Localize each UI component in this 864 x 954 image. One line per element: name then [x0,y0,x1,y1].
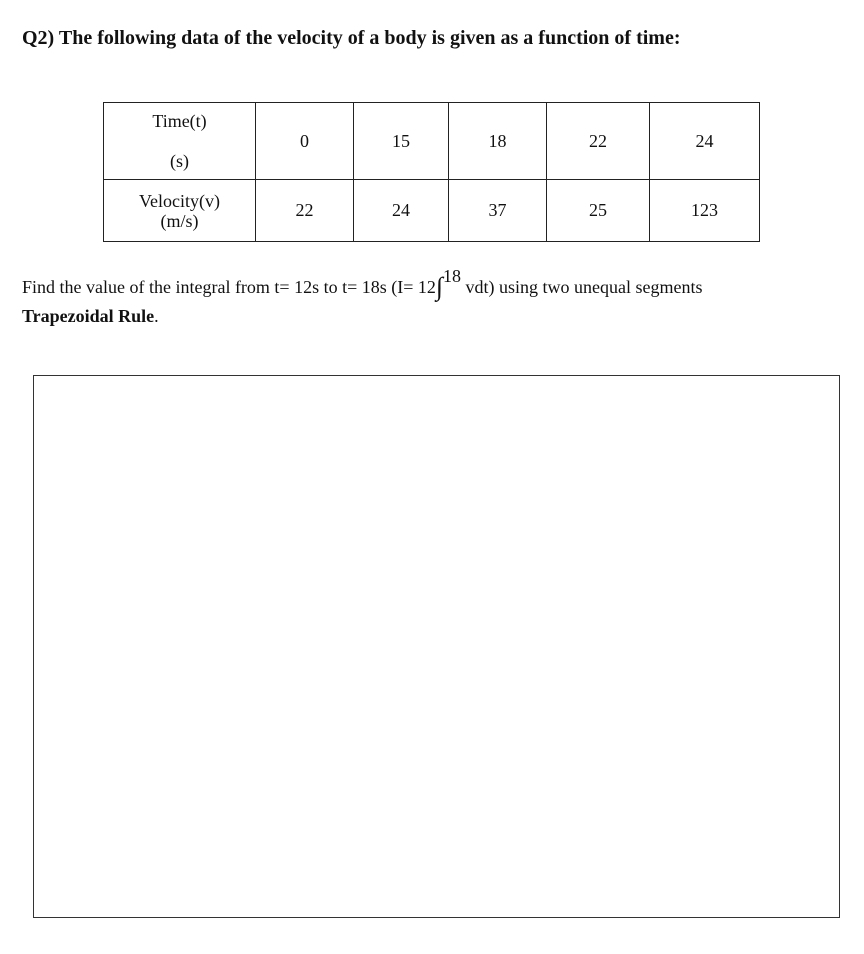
velocity-value-cell: 37 [449,180,547,242]
time-header-label: Time(t) [152,111,207,131]
velocity-value-cell: 25 [547,180,650,242]
velocity-header-unit: (m/s) [160,210,199,231]
data-table [103,102,760,242]
time-header-cell [104,103,256,180]
instruction-text: Find the value of the integral from t= 12s to t= 18s (I= [22,277,418,297]
table-row-velocity [104,180,760,242]
velocity-header-label: Velocity(v) [139,190,220,211]
time-value-cell: 0 [256,103,354,180]
time-value-cell: 15 [354,103,449,180]
method-label: Trapezoidal Rule [22,306,155,326]
instruction-text-after: vdt) using two unequal segments [461,277,703,297]
integral-expression [417,266,462,302]
instruction-paragraph [22,266,852,331]
time-header-unit: (s) [170,151,189,171]
velocity-value-cell: 24 [354,180,449,242]
integral-upper-limit: 18 [443,266,462,286]
question-title: Q2) The following data of the velocity of a body is given as a function of time: [22,27,681,49]
integral-symbol: ∫ [435,272,444,301]
velocity-value-cell: 22 [256,180,354,242]
method-suffix: . [154,306,159,326]
answer-box[interactable] [33,375,840,918]
time-value-cell: 18 [449,103,547,180]
integral-lower-limit: 12 [417,277,436,297]
time-value-cell: 24 [650,103,760,180]
velocity-value-cell: 123 [650,180,760,242]
instruction-line [22,266,852,302]
velocity-header-cell [104,180,256,242]
table-row-time [104,103,760,180]
time-value-cell: 22 [547,103,650,180]
